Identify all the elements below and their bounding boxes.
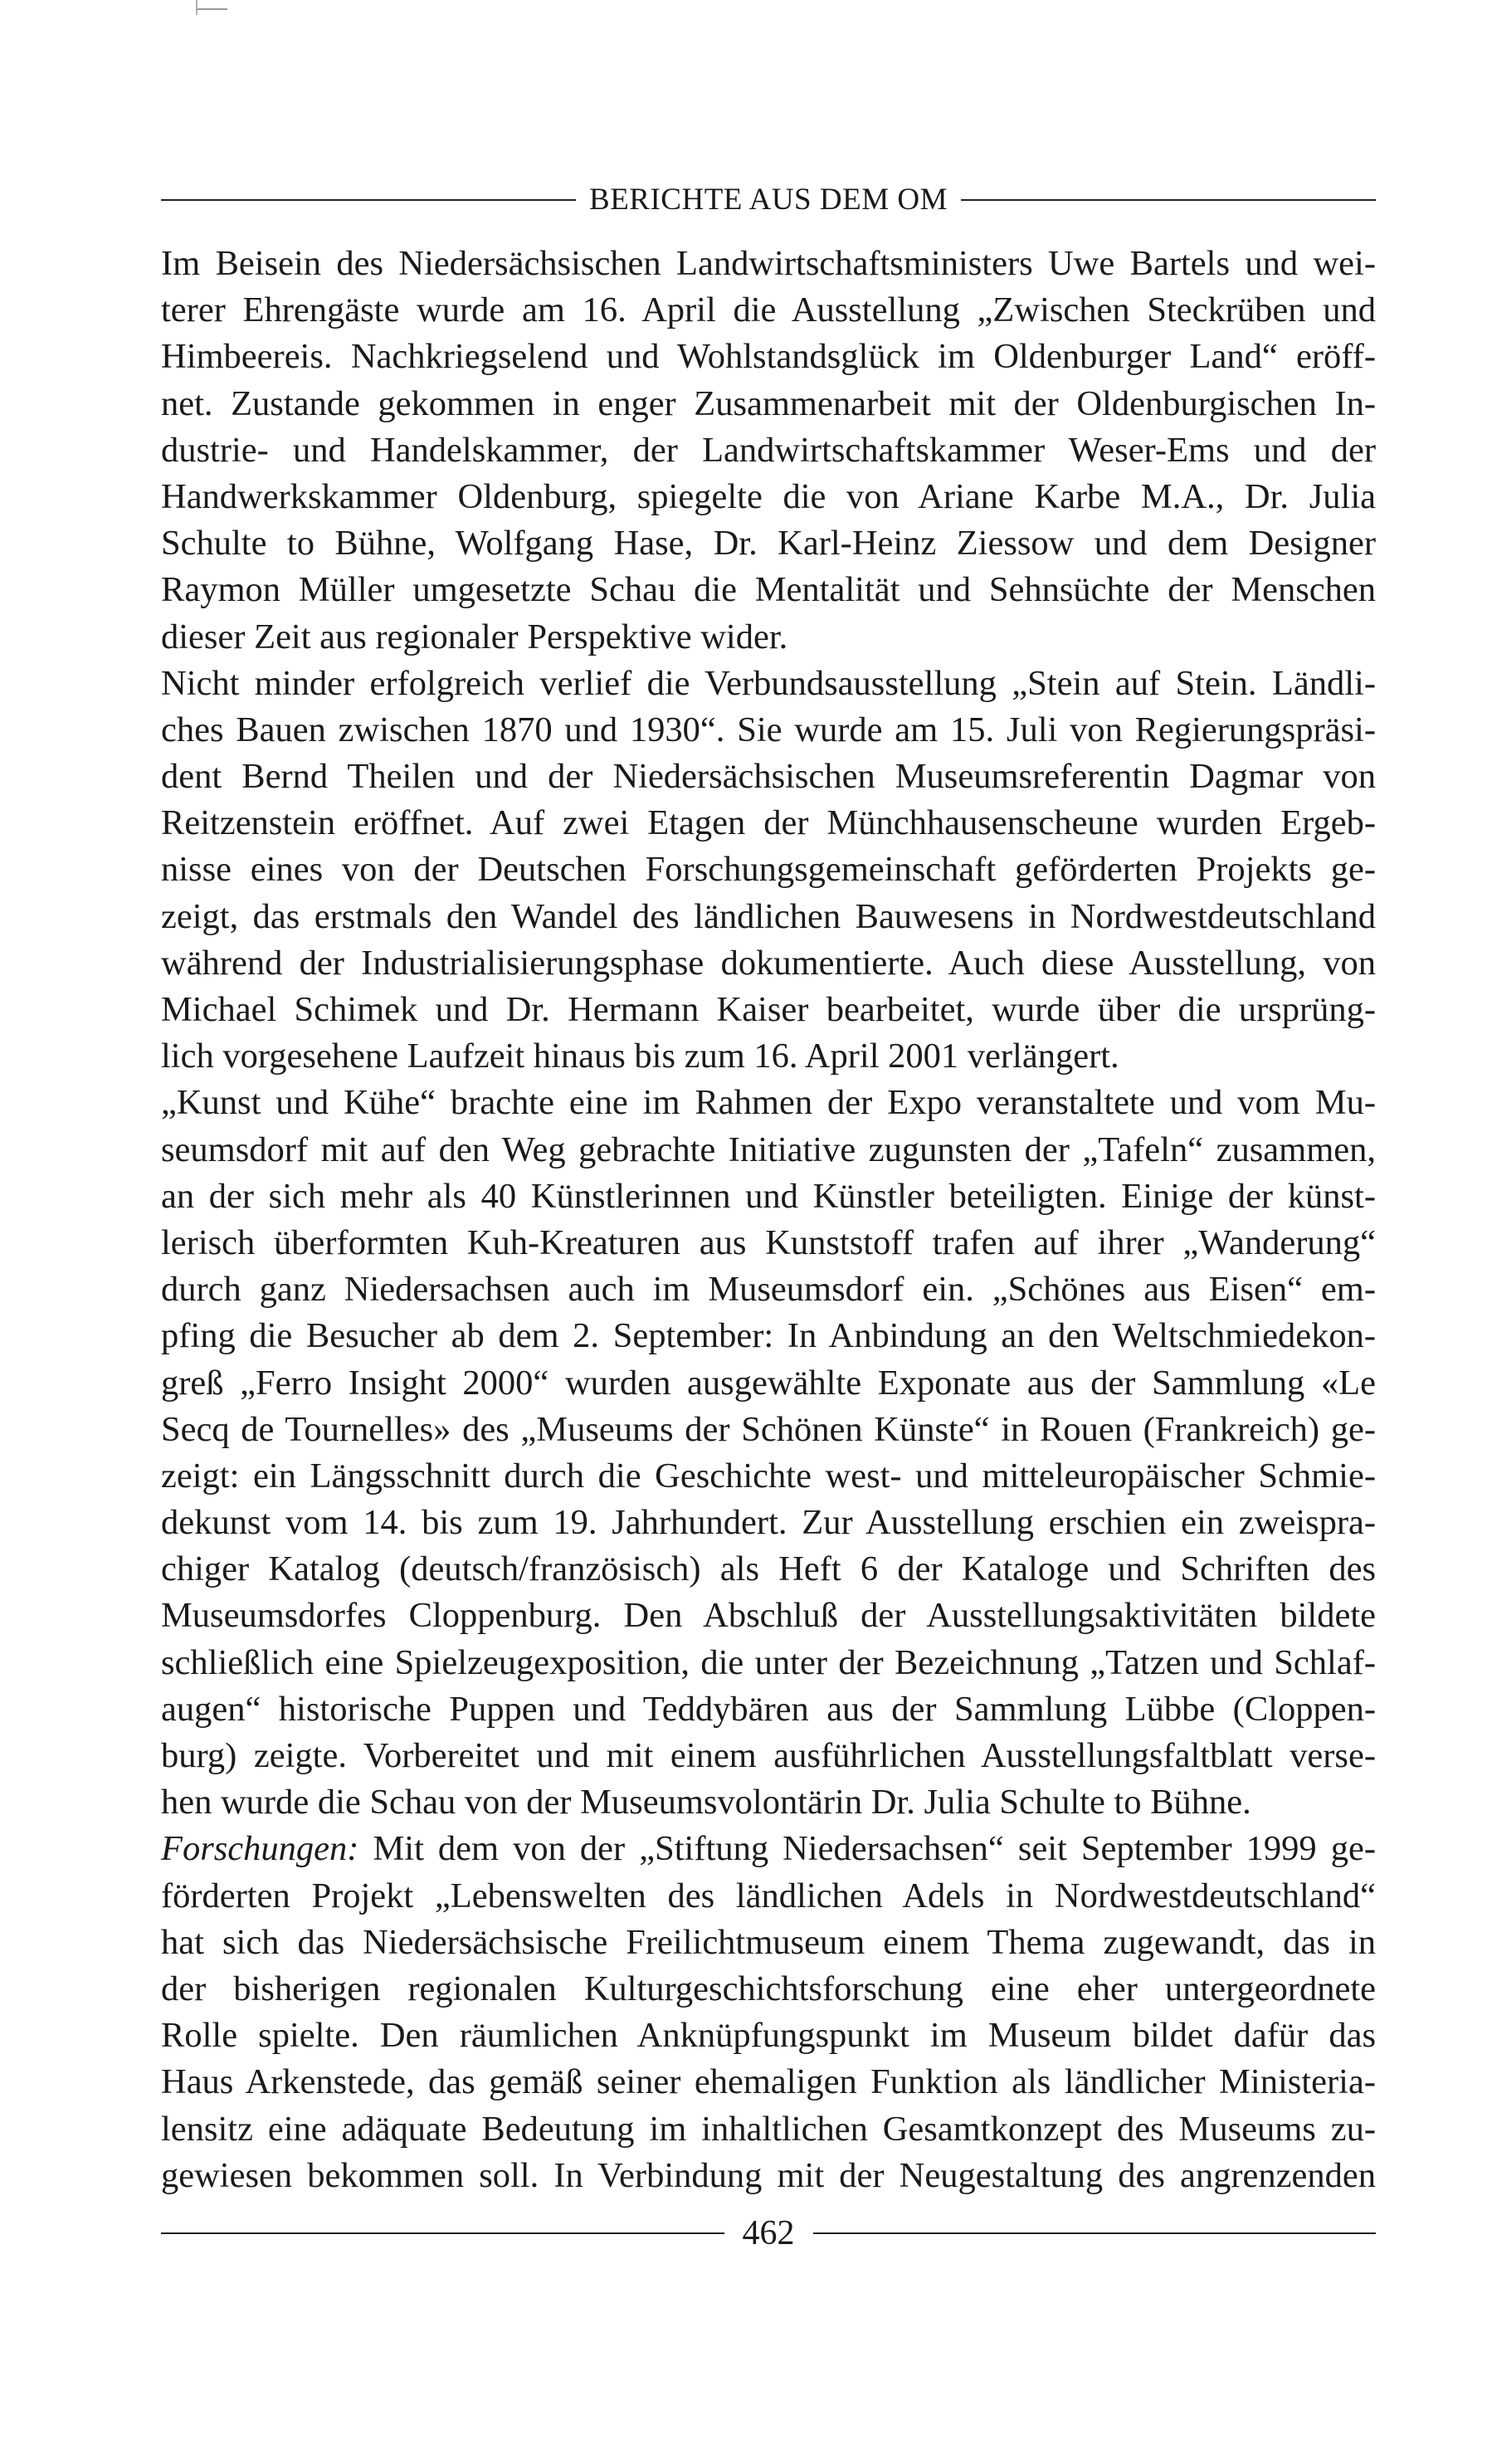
- scan-artifact-tick: [196, 0, 197, 15]
- page-number: 462: [742, 2214, 795, 2252]
- scan-artifact-mark: [197, 8, 227, 10]
- text-line: seumsdorf mit auf den Weg gebrachte Initiative zugunsten der „Tafeln“ zusammen,: [161, 1130, 1376, 1169]
- text-line: dustrie- und Handelskammer, der Landwirtschaftskammer Weser-Ems und der: [161, 430, 1376, 470]
- text-line: net. Zustande gekommen in enger Zusammenarbeit mit der Oldenburgischen In-: [161, 383, 1376, 423]
- text-line: hen wurde die Schau von der Museumsvolontärin Dr. Julia Schulte to Bühne.: [161, 1783, 1251, 1822]
- text-line-rest: Mit dem von der „Stiftung Niedersachsen“ seit September 1999 ge-: [358, 1829, 1376, 1869]
- text-line: Raymon Müller umgesetzte Schau die Mentalität und Sehnsüchte der Menschen: [161, 570, 1376, 610]
- text-line: zeigt, das erstmals den Wandel des ländlichen Bauwesens in Nordwestdeutschland: [161, 896, 1376, 936]
- text-line: dekunst vom 14. bis zum 19. Jahrhundert. Zur Ausstellung erschien ein zweispra-: [161, 1503, 1376, 1543]
- text-line: greß „Ferro Insight 2000“ wurden ausgewählte Exponate aus der Sammlung «Le: [161, 1363, 1376, 1403]
- text-line: der bisherigen regionalen Kulturgeschichtsforschung eine eher untergeordnete: [161, 1969, 1376, 2008]
- text-line: Secq de Tournelles» des „Museums der Schönen Künste“ in Rouen (Frankreich) ge-: [161, 1409, 1376, 1449]
- text-line: schließlich eine Spielzeugexposition, die unter der Bezeichnung „Tatzen und Schlaf-: [161, 1642, 1376, 1682]
- text-line: [161, 1826, 1376, 1872]
- text-line: Handwerkskammer Oldenburg, spiegelte die von Ariane Karbe M.A., Dr. Julia: [161, 476, 1376, 516]
- text-line: gewiesen bekommen soll. In Verbindung mit der Neugestaltung des angrenzenden: [161, 2155, 1376, 2195]
- text-line: ches Bauen zwischen 1870 und 1930“. Sie wurde am 15. Juli von Regierungspräsi-: [161, 710, 1376, 749]
- text-line: hat sich das Niedersächsische Freilichtmuseum einem Thema zugewandt, das in: [161, 1922, 1376, 1962]
- text-line: an der sich mehr als 40 Künstlerinnen und Künstler beteiligten. Einige der künst-: [161, 1176, 1376, 1216]
- text-line: chiger Katalog (deutsch/französisch) als Heft 6 der Kataloge und Schriften des: [161, 1549, 1376, 1589]
- running-head-title: BERICHTE AUS DEM OM: [589, 183, 948, 217]
- running-head-left-rule: [161, 199, 576, 201]
- text-line: dent Bernd Theilen und der Niedersächsischen Museumsreferentin Dagmar von: [161, 757, 1376, 797]
- text-line: förderten Projekt „Lebenswelten des ländlichen Adels in Nordwestdeutschland“: [161, 1876, 1376, 1915]
- running-head-right-rule: [961, 199, 1376, 201]
- text-line: „Kunst und Kühe“ brachte eine im Rahmen der Expo veranstaltete und vom Mu-: [161, 1083, 1376, 1123]
- body-text: [161, 241, 1376, 2208]
- text-line: terer Ehrengäste wurde am 16. April die Ausstellung „Zwischen Steckrüben und: [161, 290, 1376, 330]
- text-line: Museumsdorfes Cloppenburg. Den Abschluß der Ausstellungsaktivitäten bildete: [161, 1596, 1376, 1636]
- text-line: lerisch überformten Kuh-Kreaturen aus Kunststoff trafen auf ihrer „Wanderung“: [161, 1222, 1376, 1262]
- footer-left-rule: [161, 2232, 724, 2234]
- text-line: zeigt: ein Längsschnitt durch die Geschichte west- und mitteleuropäischer Schmie-: [161, 1456, 1376, 1495]
- text-line: Reitzenstein eröffnet. Auf zwei Etagen der Münchhausenscheune wurden Ergeb-: [161, 803, 1376, 843]
- text-line: durch ganz Niedersachsen auch im Museumsdorf ein. „Schönes aus Eisen“ em-: [161, 1270, 1376, 1310]
- text-line: Im Beisein des Niedersächsischen Landwirtschaftsministers Uwe Bartels und wei-: [161, 244, 1376, 283]
- text-line: nisse eines von der Deutschen Forschungsgemeinschaft geförderten Projekts ge-: [161, 850, 1376, 890]
- text-line: Rolle spielte. Den räumlichen Anknüpfungspunkt im Museum bildet dafür das: [161, 2016, 1376, 2056]
- text-line: augen“ historische Puppen und Teddybären aus der Sammlung Lübbe (Cloppen-: [161, 1689, 1376, 1729]
- text-line: während der Industrialisierungsphase dokumentierte. Auch diese Ausstellung, von: [161, 943, 1376, 983]
- text-line: Haus Arkenstede, das gemäß seiner ehemaligen Funktion als ländlicher Ministeria-: [161, 2062, 1376, 2102]
- text-line: Michael Schimek und Dr. Hermann Kaiser bearbeitet, wurde über die ursprüng-: [161, 990, 1376, 1029]
- running-head: [161, 184, 1376, 215]
- text-line: lich vorgesehene Laufzeit hinaus bis zum 16. April 2001 verlängert.: [161, 1037, 1119, 1076]
- text-line: pfing die Besucher ab dem 2. September: In Anbindung an den Weltschmiedekon-: [161, 1316, 1376, 1356]
- page-footer: [161, 2216, 1376, 2251]
- text-line: lensitz eine adäquate Bedeutung im inhaltlichen Gesamtkonzept des Museums zu-: [161, 2109, 1376, 2149]
- text-line: dieser Zeit aus regionaler Perspektive wider.: [161, 617, 788, 656]
- text-line: Himbeereis. Nachkriegselend und Wohlstandsglück im Oldenburger Land“ eröff-: [161, 337, 1376, 377]
- text-line: Schulte to Bühne, Wolfgang Hase, Dr. Karl-Heinz Ziessow und dem Designer: [161, 524, 1376, 564]
- footer-right-rule: [813, 2232, 1377, 2234]
- text-line: burg) zeigte. Vorbereitet und mit einem ausführlichen Ausstellungsfaltblatt verse-: [161, 1736, 1376, 1775]
- text-line: Nicht minder erfolgreich verlief die Verbundsausstellung „Stein auf Stein. Ländli-: [161, 663, 1376, 703]
- section-lead-forschungen: Forschungen:: [161, 1829, 359, 1869]
